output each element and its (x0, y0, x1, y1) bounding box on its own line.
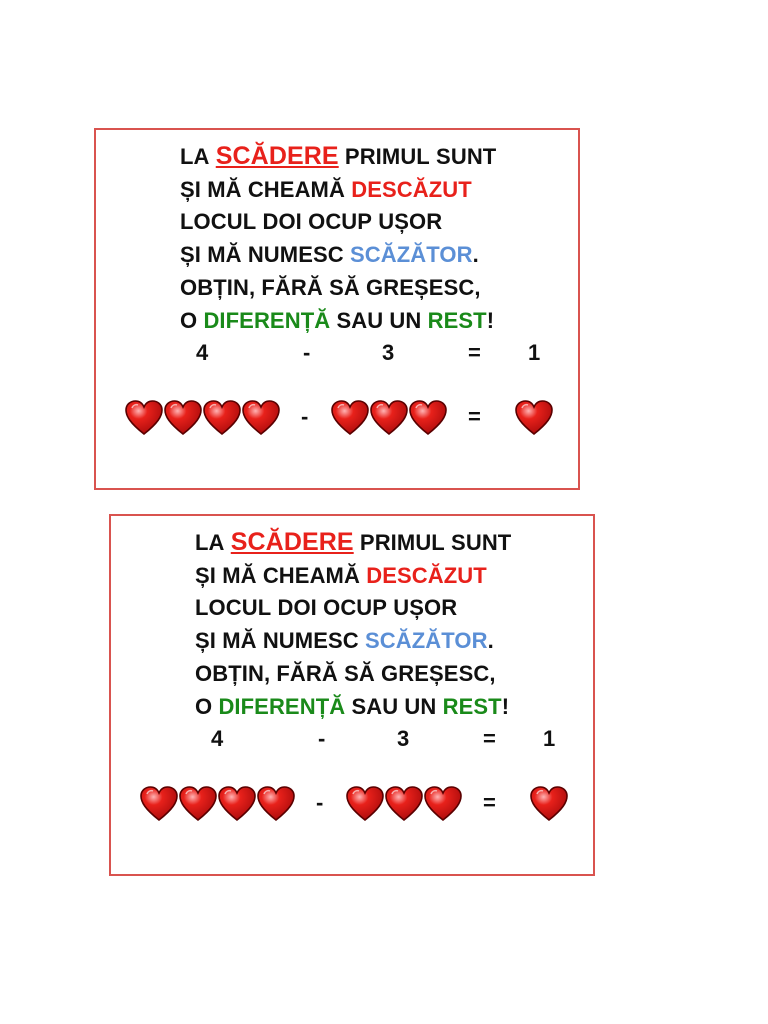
number-equation (96, 338, 578, 370)
poem-word: . (472, 242, 479, 268)
heart-icon (384, 784, 424, 824)
poem-word: PRIMUL SUNT (353, 530, 512, 555)
heart-equation-equals: = (483, 790, 496, 815)
poem-word: O (180, 307, 204, 333)
heart-icon (163, 398, 203, 438)
poem-line (180, 140, 496, 174)
number-equation (111, 724, 593, 756)
poem-line (195, 560, 511, 593)
poem-word: LA (195, 530, 231, 555)
poem-line (195, 625, 511, 658)
equation-minuend: 4 (196, 340, 209, 365)
poem-word: LOCUL DOI OCUP UȘOR (195, 595, 458, 621)
poem-word: SCĂZĂTOR (364, 628, 488, 654)
poem-word: SCĂDERE (215, 142, 339, 170)
poem-word: REST (442, 693, 502, 719)
equation-subtrahend: 3 (382, 340, 395, 365)
heart-icon (529, 784, 569, 824)
poem-line (195, 592, 511, 625)
poem-card-2 (109, 514, 595, 876)
heart-icon (241, 398, 281, 438)
heart-icon (423, 784, 463, 824)
poem-text (195, 526, 511, 723)
equation-minus: - (303, 340, 311, 365)
poem-line (195, 658, 511, 691)
heart-equation (96, 394, 578, 442)
poem-line (180, 174, 496, 207)
poem-word: DESCĂZUT (351, 176, 472, 202)
poem-word: OBȚIN, FĂRĂ SĂ GREȘESC, (195, 660, 496, 686)
heart-icon (514, 398, 554, 438)
poem-word: SCĂZĂTOR (349, 242, 473, 268)
poem-word: LOCUL DOI OCUP UȘOR (180, 209, 443, 235)
poem-line (195, 691, 511, 724)
heart-icon (330, 398, 370, 438)
equation-equals: = (483, 726, 496, 751)
poem-card-1 (94, 128, 580, 490)
equation-result: 1 (528, 340, 541, 365)
poem-line (180, 272, 496, 305)
poem-word: SAU UN (330, 307, 428, 333)
heart-icon (202, 398, 242, 438)
poem-line (180, 305, 496, 338)
poem-word: REST (427, 307, 487, 333)
poem-word: . (487, 628, 494, 654)
poem-line (180, 206, 496, 239)
poem-word: ! (486, 307, 495, 333)
heart-equation-minus: - (316, 790, 324, 815)
poem-word: ȘI MĂ CHEAMĂ (180, 176, 352, 202)
poem-line (195, 526, 511, 560)
equation-minus: - (318, 726, 326, 751)
poem-word: SAU UN (345, 693, 443, 719)
heart-icon (256, 784, 296, 824)
poem-word: SCĂDERE (230, 528, 354, 556)
poem-word: ȘI MĂ CHEAMĂ (195, 562, 367, 588)
poem-word: DIFERENȚĂ (218, 693, 346, 719)
poem-word: DESCĂZUT (366, 562, 487, 588)
heart-icon (178, 784, 218, 824)
heart-icon (345, 784, 385, 824)
heart-equation-minus: - (301, 404, 309, 429)
poem-word: ȘI MĂ NUMESC (195, 628, 365, 654)
heart-icon (217, 784, 257, 824)
poem-word: ȘI MĂ NUMESC (180, 242, 350, 268)
poem-word: O (195, 693, 219, 719)
poem-word: DIFERENȚĂ (203, 307, 331, 333)
equation-subtrahend: 3 (397, 726, 410, 751)
heart-equation-equals: = (468, 404, 481, 429)
poem-word: LA (180, 144, 216, 169)
heart-icon (124, 398, 164, 438)
heart-equation (111, 780, 593, 828)
poem-line (180, 239, 496, 272)
poem-word: ! (501, 693, 510, 719)
poem-word: OBȚIN, FĂRĂ SĂ GREȘESC, (180, 274, 481, 300)
heart-icon (139, 784, 179, 824)
heart-icon (369, 398, 409, 438)
equation-equals: = (468, 340, 481, 365)
heart-icon (408, 398, 448, 438)
equation-minuend: 4 (211, 726, 224, 751)
equation-result: 1 (543, 726, 556, 751)
poem-text (180, 140, 496, 337)
poem-word: PRIMUL SUNT (338, 144, 497, 169)
